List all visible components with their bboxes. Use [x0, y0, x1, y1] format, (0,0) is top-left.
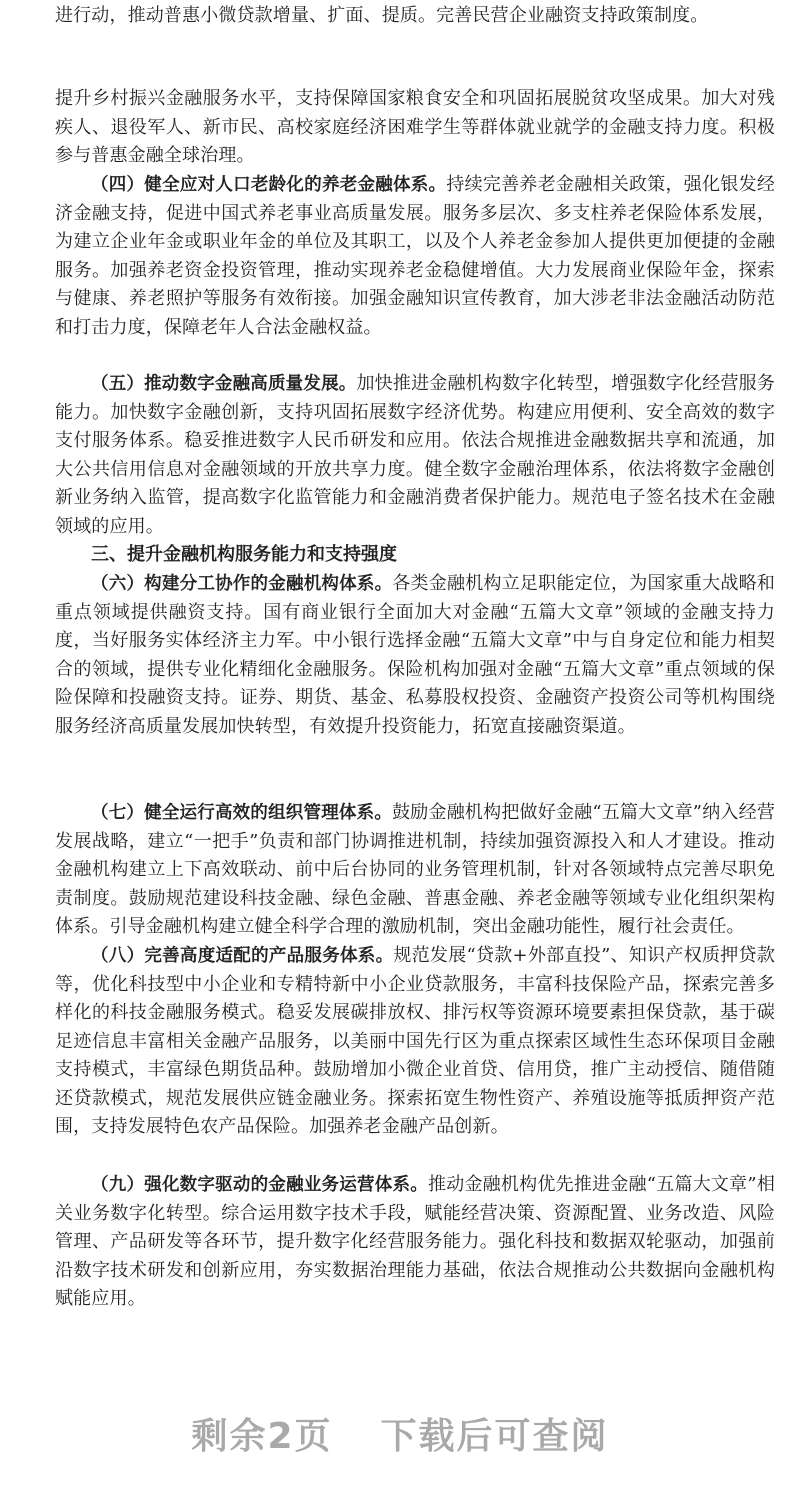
paragraph-section-9	[55, 1171, 775, 1314]
section-heading: （五）推动数字金融高质量发展。	[91, 374, 357, 394]
paragraph-text: 推动金融机构优先推进金融“五篇大文章”相关业务数字化转型。综合运用数字技术手段，赋能经营决策、资源配置、业务改造、风险管理、产品研发等各环节，提升数字化经营服务能力。强化科技和数据双轮驱动，加强前沿数字技术研发和创新应用，夯实数据治理能力基础，依法合规推动公共数据向金融机构赋能应用。	[55, 1174, 775, 1309]
paragraph-text: 持续完善养老金融相关政策，强化银发经济金融支持，促进中国式养老事业高质量发展。服务多层次、多支柱养老保险体系发展，为建立企业年金或职业年金的单位及其职工，以及个人养老金参加人提供更加便捷的金融服务。加强养老资金投资管理，推动实现养老金稳健增值。大力发展商业保险年金，探索与健康、养老照护等服务有效衔接。加强金融知识宣传教育，加大涉老非法金融活动防范和打击力度，保障老年人合法金融权益。	[55, 174, 776, 338]
paragraph-section-6	[55, 570, 775, 741]
paragraph-text: 规范发展“贷款+外部直投”、知识产权质押贷款等，优化科技型中小企业和专精特新中小企业贷款服务，丰富科技保险产品，探索完善多样化的科技金融服务模式。稳妥发展碳排放权、排污权等资源环境要素担保贷款，基于碳足迹信息丰富相关金融产品服务，以美丽中国先行区为重点探索区域性生态环保项目金融支持模式，丰富绿色期货品种。鼓励增加小微企业首贷、信用贷，推广主动授信、随借随还贷款模式，规范发展供应链金融业务。探索拓宽生物性资产、养殖设施等抵质押资产范围，支持发展特色农产品保险。加强养老金融产品创新。	[55, 945, 775, 1137]
paragraph-continued	[55, 2, 775, 31]
section-heading: （八）完善高度适配的产品服务体系。	[91, 946, 394, 966]
section-heading: （六）构建分工协作的金融机构体系。	[91, 574, 393, 594]
remaining-pages-label: 剩余2页	[191, 1416, 333, 1457]
paragraph-section-4	[55, 171, 775, 342]
paragraph-section-5	[55, 370, 775, 541]
section-heading: （七）健全运行高效的组织管理体系。	[91, 803, 393, 823]
paragraph-text: 进行动，推动普惠小微贷款增量、扩面、提质。完善民营企业融资支持政策制度。	[55, 5, 709, 26]
paragraph-text: 鼓励金融机构把做好金融“五篇大文章”纳入经营发展战略，建立“一把手”负责和部门协调推进机制，持续加强资源投入和人才建设。推动金融机构建立上下高效联动、前中后台协同的业务管理机制，针对各领域特点完善尽职免责制度。鼓励规范建设科技金融、绿色金融、普惠金融、养老金融等领域专业化组织架构体系。引导金融机构建立健全科学合理的激励机制，突出金融功能性，履行社会责任。	[55, 802, 775, 937]
paragraph-text: 加快推进金融机构数字化转型，增强数字化经营服务能力。加快数字金融创新，支持巩固拓展数字经济优势。构建应用便利、安全高效的数字支付服务体系。稳妥推进数字人民币研发和应用。依法合规推进金融数据共享和流通，加大公共信用信息对金融领域的开放共享力度。健全数字金融治理体系，依法将数字金融创新业务纳入监管，提高数字化监管能力和金融消费者保护能力。规范电子签名技术在金融领域的应用。	[55, 373, 776, 537]
paragraph-text: 各类金融机构立足职能定位，为国家重大战略和重点领域提供融资支持。国有商业银行全面加大对金融“五篇大文章”领域的金融支持力度，当好服务实体经济主力军。中小银行选择金融“五篇大文章”中与自身定位和能力相契合的领域，提供专业化精细化金融服务。保险机构加强对金融“五篇大文章”重点领域的保险保障和投融资支持。证券、期货、基金、私募股权投资、金融资产投资公司等机构围绕服务经济高质量发展加快转型，有效提升投资能力，拓宽直接融资渠道。	[55, 573, 775, 737]
download-prompt[interactable]	[0, 1408, 800, 1459]
section-heading: （四）健全应对人口老龄化的养老金融体系。	[91, 175, 447, 195]
paragraph-section-7	[55, 799, 775, 942]
paragraph-rural-finance	[55, 85, 775, 171]
section-heading: （九）强化数字驱动的金融业务运营体系。	[91, 1175, 428, 1195]
paragraph-section-8	[55, 942, 775, 1142]
paragraph-text: 提升乡村振兴金融服务水平，支持保障国家粮食安全和巩固拓展脱贫攻坚成果。加大对残疾人、退役军人、新市民、高校家庭经济困难学生等群体就业就学的金融支持力度。积极参与普惠金融全球治理。	[55, 88, 775, 166]
chapter-heading: 三、提升金融机构服务能力和支持强度	[91, 544, 397, 565]
download-to-view-label: 下载后可查阅	[380, 1416, 609, 1457]
